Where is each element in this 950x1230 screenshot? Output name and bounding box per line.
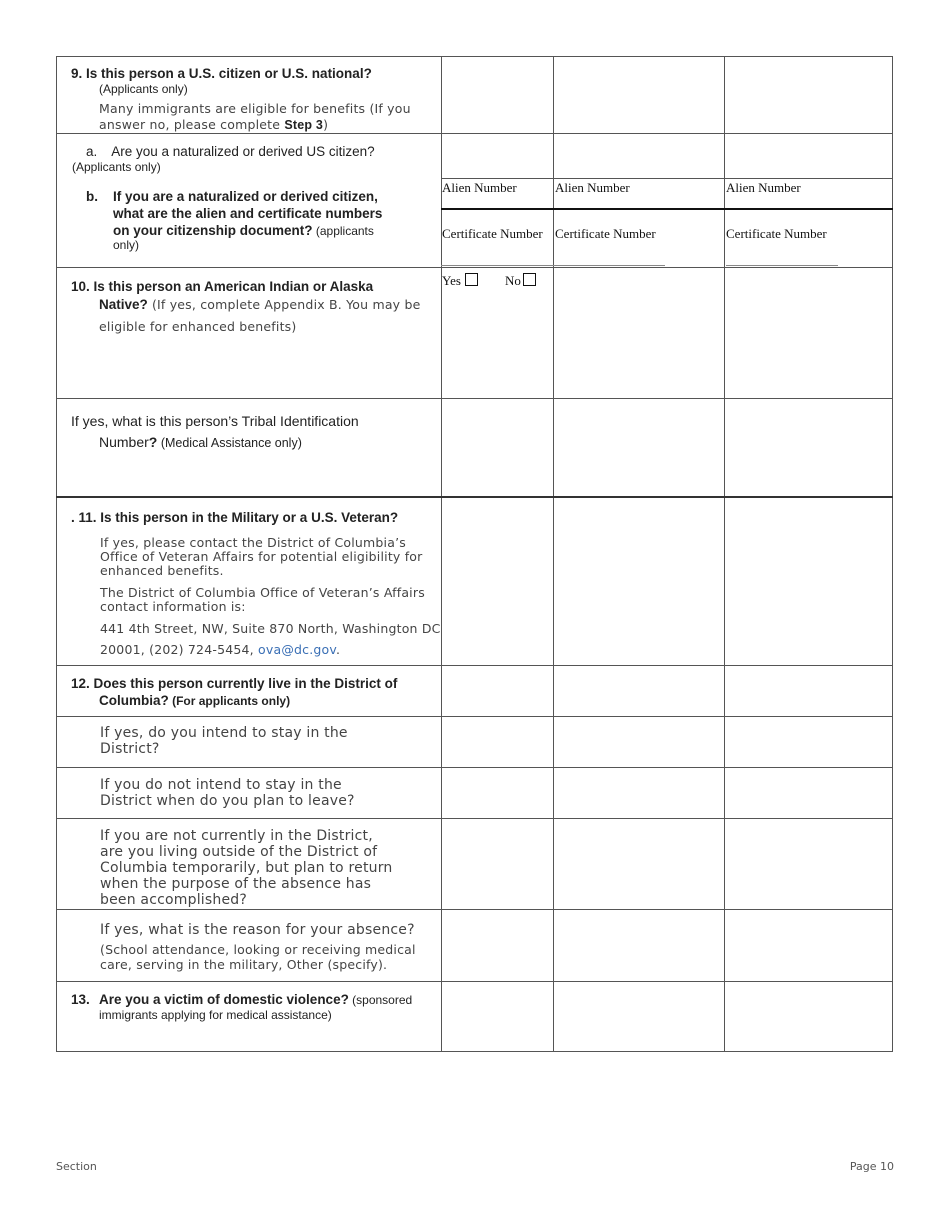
row-divider xyxy=(56,818,893,819)
email-link[interactable]: ova@dc.gov xyxy=(258,642,337,657)
row-divider xyxy=(56,267,893,268)
certificate-number-label: Certificate Number xyxy=(555,226,656,241)
q9b-line3: on your citizenship document? (applicants xyxy=(113,223,374,238)
q11-p1: Office of Veteran Affairs for potential eligibility for xyxy=(100,549,423,564)
q12b-text: If you do not intend to stay in the xyxy=(100,777,342,793)
column-divider-2 xyxy=(553,56,554,1052)
q12a-text: District? xyxy=(100,741,160,757)
row-divider xyxy=(56,496,893,498)
certificate-number-label: Certificate Number xyxy=(726,226,827,241)
column-divider-1 xyxy=(441,56,442,1052)
alien-number-underline xyxy=(441,208,893,210)
row-divider xyxy=(56,981,893,982)
q13-line1: Are you a victim of domestic violence? (sponsored xyxy=(99,992,413,1007)
q12c-text: when the purpose of the absence has xyxy=(100,876,372,892)
q12c-text: are you living outside of the District of xyxy=(100,844,378,860)
q11-p1: If yes, please contact the District of Columbia’s xyxy=(100,535,406,550)
q9-subtitle: (Applicants only) xyxy=(99,82,188,96)
q9-note-line2: answer no, please complete Step 3) xyxy=(99,117,329,132)
q9-title: 9. Is this person a U.S. citizen or U.S. national? xyxy=(71,66,372,81)
q9a-question: a. Are you a naturalized or derived US citizen? xyxy=(86,144,375,159)
q10b-line1: If yes, what is this person’s Tribal Identification xyxy=(71,413,359,429)
q11-p1: enhanced benefits. xyxy=(100,563,224,578)
row-divider xyxy=(56,767,893,768)
alien-number-label: Alien Number xyxy=(726,180,801,195)
certificate-number-underline xyxy=(726,265,838,266)
q13-number: 13. xyxy=(71,992,90,1007)
yes-checkbox[interactable] xyxy=(465,273,478,286)
q13-line2: immigrants applying for medical assistance) xyxy=(99,1008,332,1022)
q9b-label: b. xyxy=(86,189,98,204)
q12d-text: If yes, what is the reason for your absence? xyxy=(100,922,415,938)
q12c-text: been accomplished? xyxy=(100,892,247,908)
q9b-line1: If you are a naturalized or derived citizen, xyxy=(113,189,378,204)
yes-option[interactable] xyxy=(442,273,478,289)
q9b-line2: what are the alien and certificate numbers xyxy=(113,206,383,221)
column-divider-3 xyxy=(724,56,725,1052)
yes-label: Yes xyxy=(442,273,461,288)
alien-number-label: Alien Number xyxy=(555,180,630,195)
q10-title: 10. Is this person an American Indian or Alaska xyxy=(71,279,374,294)
q11-title: . 11. Is this person in the Military or a U.S. Veteran? xyxy=(71,510,399,525)
certificate-number-label: Certificate Number xyxy=(442,226,543,241)
certificate-number-underline xyxy=(441,265,665,266)
row-divider xyxy=(441,178,893,179)
q9b-line4: only) xyxy=(113,238,140,252)
q10-line2: Native? (If yes, complete Appendix B. You may be xyxy=(99,297,421,312)
row-divider xyxy=(56,909,893,910)
q10b-line2: Number? (Medical Assistance only) xyxy=(99,434,302,450)
footer-section: Section xyxy=(56,1160,97,1173)
q10-line3: eligible for enhanced benefits) xyxy=(99,319,297,334)
q11-address-line2: 20001, (202) 724-5454, ova@dc.gov. xyxy=(100,642,341,657)
q11-p2: The District of Columbia Office of Veteran’s Affairs xyxy=(100,585,425,600)
q12a-text: If yes, do you intend to stay in the xyxy=(100,725,348,741)
q12d-note: (School attendance, looking or receiving medical xyxy=(100,942,416,957)
q12b-text: District when do you plan to leave? xyxy=(100,793,355,809)
q12-line2: Columbia? (For applicants only) xyxy=(99,693,291,708)
q12c-text: If you are not currently in the District, xyxy=(100,828,373,844)
no-checkbox[interactable] xyxy=(523,273,536,286)
footer-page-number: Page 10 xyxy=(849,1160,894,1173)
q9a-subtitle: (Applicants only) xyxy=(72,160,161,174)
row-divider xyxy=(56,133,893,134)
no-option[interactable] xyxy=(505,273,536,289)
q11-p2: contact information is: xyxy=(100,599,246,614)
alien-number-label: Alien Number xyxy=(442,180,517,195)
q12d-note: care, serving in the military, Other (specify). xyxy=(100,957,388,972)
q11-address: 441 4th Street, NW, Suite 870 North, Washington DC xyxy=(100,621,441,636)
q9-note: Many immigrants are eligible for benefits (If you xyxy=(99,101,411,116)
row-divider xyxy=(56,716,893,717)
q12-title: 12. Does this person currently live in the District of xyxy=(71,676,398,691)
no-label: No xyxy=(505,273,521,288)
row-divider xyxy=(56,665,893,666)
q12c-text: Columbia temporarily, but plan to return xyxy=(100,860,393,876)
row-divider xyxy=(56,398,893,399)
